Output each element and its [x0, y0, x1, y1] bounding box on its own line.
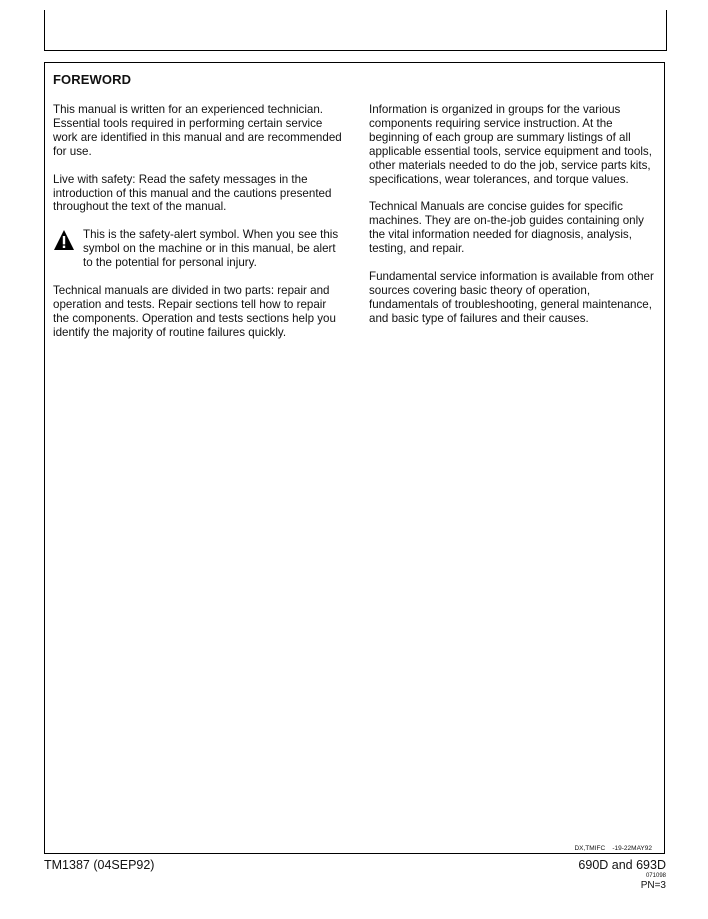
organization-paragraph: Information is organized in groups for the various components requiring service instruction. At the beginning of each group are summary listings of all applicable essential tools, service equipment and tools, other materials needed to do the job, service parts kits, specifications, wear tolerances, and torque values.	[369, 103, 652, 186]
warning-triangle-icon	[53, 229, 75, 251]
left-column	[53, 103, 345, 354]
safety-note	[53, 228, 345, 270]
model-names: 690D and 693D	[578, 858, 666, 872]
date-code: 071098	[645, 873, 666, 879]
safety-note-text: This is the safety-alert symbol. When you see this symbol on the machine or in this manual, be alert to the potential for personal injury.	[83, 228, 339, 270]
foreword-frame	[44, 62, 665, 854]
fundamental-info-paragraph: Fundamental service information is available from other sources covering basic theory of operation, fundamentals of troubleshooting, general maintenance, and basic type of failures and their causes.	[369, 270, 654, 325]
previous-page-frame	[44, 10, 667, 51]
intro-paragraph: This manual is written for an experienced technician. Essential tools required in performing certain service work are identified in this manual and are recommended for use.	[53, 103, 342, 158]
frame-code: DX,TMIFC -19-22MAY92	[574, 845, 652, 852]
right-column	[369, 103, 659, 340]
manual-parts-paragraph: Technical manuals are divided in two parts: repair and operation and tests. Repair sections tell how to repair the components. Operation and tests sections help you identify the majority of routine failures quickly.	[53, 284, 336, 339]
safety-paragraph: Live with safety: Read the safety messages in the introduction of this manual and the cautions presented throughout the text of the manual.	[53, 172, 332, 214]
manual-id: TM1387 (04SEP92)	[44, 858, 155, 872]
page-title: FOREWORD	[53, 72, 132, 87]
page-number: PN=3	[640, 880, 666, 891]
technical-manuals-paragraph: Technical Manuals are concise guides for specific machines. They are on-the-job guides containing only the vital information needed for diagnosis, analysis, testing, and repair.	[369, 200, 644, 256]
